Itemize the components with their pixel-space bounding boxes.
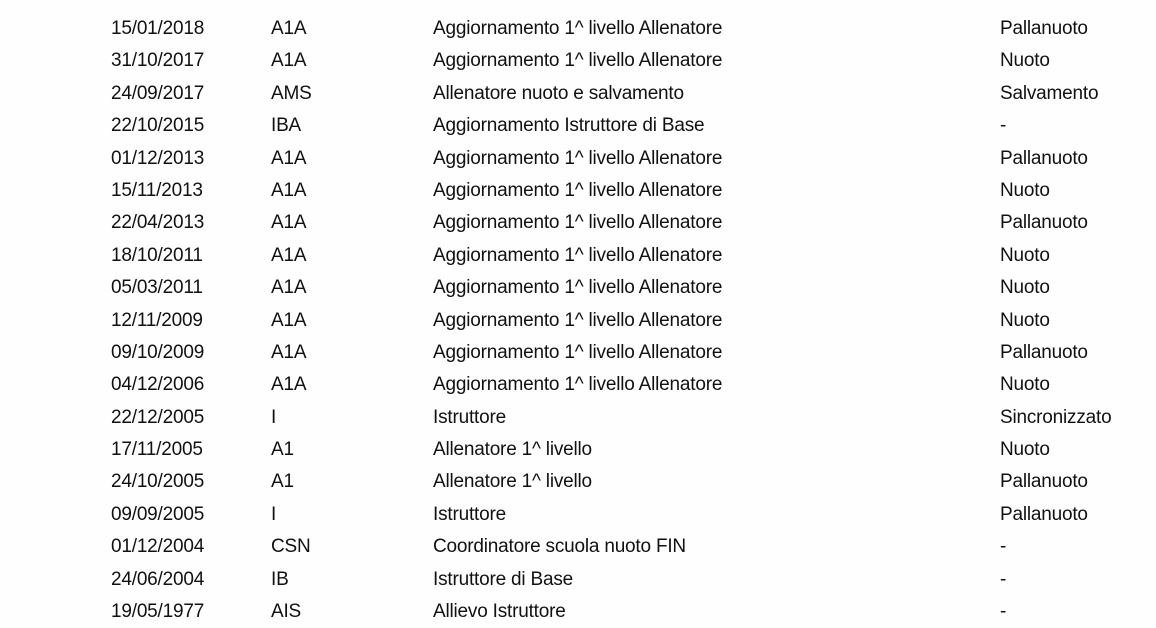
record-date: 04/12/2006 xyxy=(111,374,205,396)
record-description: Aggiornamento 1^ livello Allenatore xyxy=(433,309,723,331)
record-date: 09/09/2005 xyxy=(111,503,205,525)
record-description: Coordinatore scuola nuoto FIN xyxy=(433,536,686,558)
record-date: 24/10/2005 xyxy=(111,471,205,493)
record-description: Allenatore 1^ livello xyxy=(433,471,592,493)
record-code: A1A xyxy=(271,309,307,331)
record-description: Istruttore xyxy=(433,503,506,525)
record-row xyxy=(0,78,1156,110)
record-code: I xyxy=(271,503,277,525)
record-date: 24/09/2017 xyxy=(111,82,205,104)
record-row xyxy=(0,143,1156,175)
record-code: A1A xyxy=(271,244,307,266)
qualifications-list xyxy=(0,13,1156,628)
record-row xyxy=(0,110,1156,142)
record-date: 01/12/2004 xyxy=(111,536,205,558)
record-discipline: - xyxy=(1000,115,1007,137)
record-code: A1A xyxy=(271,212,307,234)
record-date: 22/04/2013 xyxy=(111,212,205,234)
record-description: Aggiornamento 1^ livello Allenatore xyxy=(433,341,723,363)
record-description: Aggiornamento 1^ livello Allenatore xyxy=(433,374,723,396)
record-row xyxy=(0,13,1156,45)
record-description: Istruttore di Base xyxy=(433,568,574,590)
record-row xyxy=(0,272,1156,304)
record-code: A1A xyxy=(271,277,307,299)
record-row xyxy=(0,305,1156,337)
record-code: A1 xyxy=(271,439,294,461)
record-date: 19/05/1977 xyxy=(111,601,205,623)
record-description: Aggiornamento 1^ livello Allenatore xyxy=(433,244,723,266)
record-discipline: - xyxy=(1000,601,1007,623)
record-code: CSN xyxy=(271,536,311,558)
record-date: 24/06/2004 xyxy=(111,568,205,590)
record-date: 31/10/2017 xyxy=(111,50,205,72)
record-discipline: Nuoto xyxy=(1000,374,1050,396)
record-row xyxy=(0,596,1156,628)
record-discipline: Nuoto xyxy=(1000,277,1050,299)
record-discipline: Pallanuoto xyxy=(1000,18,1088,39)
record-description: Aggiornamento 1^ livello Allenatore xyxy=(433,50,723,72)
record-row xyxy=(0,45,1156,77)
record-discipline: Nuoto xyxy=(1000,244,1050,266)
record-discipline: - xyxy=(1000,536,1007,558)
record-discipline: Nuoto xyxy=(1000,50,1050,72)
record-code: A1A xyxy=(271,374,307,396)
record-discipline: Nuoto xyxy=(1000,179,1050,201)
record-code: A1A xyxy=(271,179,307,201)
record-code: A1A xyxy=(271,341,307,363)
record-discipline: Pallanuoto xyxy=(1000,147,1088,169)
record-row xyxy=(0,240,1156,272)
record-date: 22/12/2005 xyxy=(111,406,205,428)
record-date: 15/01/2018 xyxy=(111,18,205,39)
record-description: Allenatore nuoto e salvamento xyxy=(433,82,684,104)
record-row xyxy=(0,531,1156,563)
record-date: 09/10/2009 xyxy=(111,341,205,363)
record-discipline: Pallanuoto xyxy=(1000,471,1088,493)
record-discipline: Nuoto xyxy=(1000,309,1050,331)
record-description: Istruttore xyxy=(433,406,506,428)
record-description: Aggiornamento 1^ livello Allenatore xyxy=(433,179,723,201)
record-date: 12/11/2009 xyxy=(111,309,203,331)
record-row xyxy=(0,564,1156,596)
record-code: IBA xyxy=(271,115,302,137)
record-row xyxy=(0,402,1156,434)
record-description: Aggiornamento 1^ livello Allenatore xyxy=(433,147,723,169)
record-code: AMS xyxy=(271,82,312,104)
record-code: AIS xyxy=(271,601,302,623)
record-date: 17/11/2005 xyxy=(111,439,203,461)
record-discipline: Pallanuoto xyxy=(1000,341,1088,363)
record-date: 18/10/2011 xyxy=(111,244,203,266)
record-discipline: Pallanuoto xyxy=(1000,503,1088,525)
record-description: Aggiornamento 1^ livello Allenatore xyxy=(433,277,723,299)
record-description: Aggiornamento 1^ livello Allenatore xyxy=(433,18,723,39)
record-code: A1 xyxy=(271,471,294,493)
record-discipline: Pallanuoto xyxy=(1000,212,1088,234)
record-discipline: Sincronizzato xyxy=(1000,406,1112,428)
record-code: IB xyxy=(271,568,289,590)
record-description: Aggiornamento 1^ livello Allenatore xyxy=(433,212,723,234)
record-discipline: Nuoto xyxy=(1000,439,1050,461)
record-row xyxy=(0,369,1156,401)
record-date: 05/03/2011 xyxy=(111,277,203,299)
record-description: Allenatore 1^ livello xyxy=(433,439,592,461)
record-description: Allievo Istruttore xyxy=(433,601,566,623)
record-code: A1A xyxy=(271,50,307,72)
record-row xyxy=(0,337,1156,369)
record-date: 15/11/2013 xyxy=(111,179,203,201)
record-code: I xyxy=(271,406,277,428)
record-date: 01/12/2013 xyxy=(111,147,205,169)
record-row xyxy=(0,175,1156,207)
record-code: A1A xyxy=(271,147,307,169)
record-description: Aggiornamento Istruttore di Base xyxy=(433,115,705,137)
record-row xyxy=(0,499,1156,531)
record-code: A1A xyxy=(271,18,307,39)
record-row xyxy=(0,434,1156,466)
record-discipline: Salvamento xyxy=(1000,82,1099,104)
record-discipline: - xyxy=(1000,568,1007,590)
record-date: 22/10/2015 xyxy=(111,115,205,137)
record-row xyxy=(0,207,1156,239)
record-row xyxy=(0,466,1156,498)
